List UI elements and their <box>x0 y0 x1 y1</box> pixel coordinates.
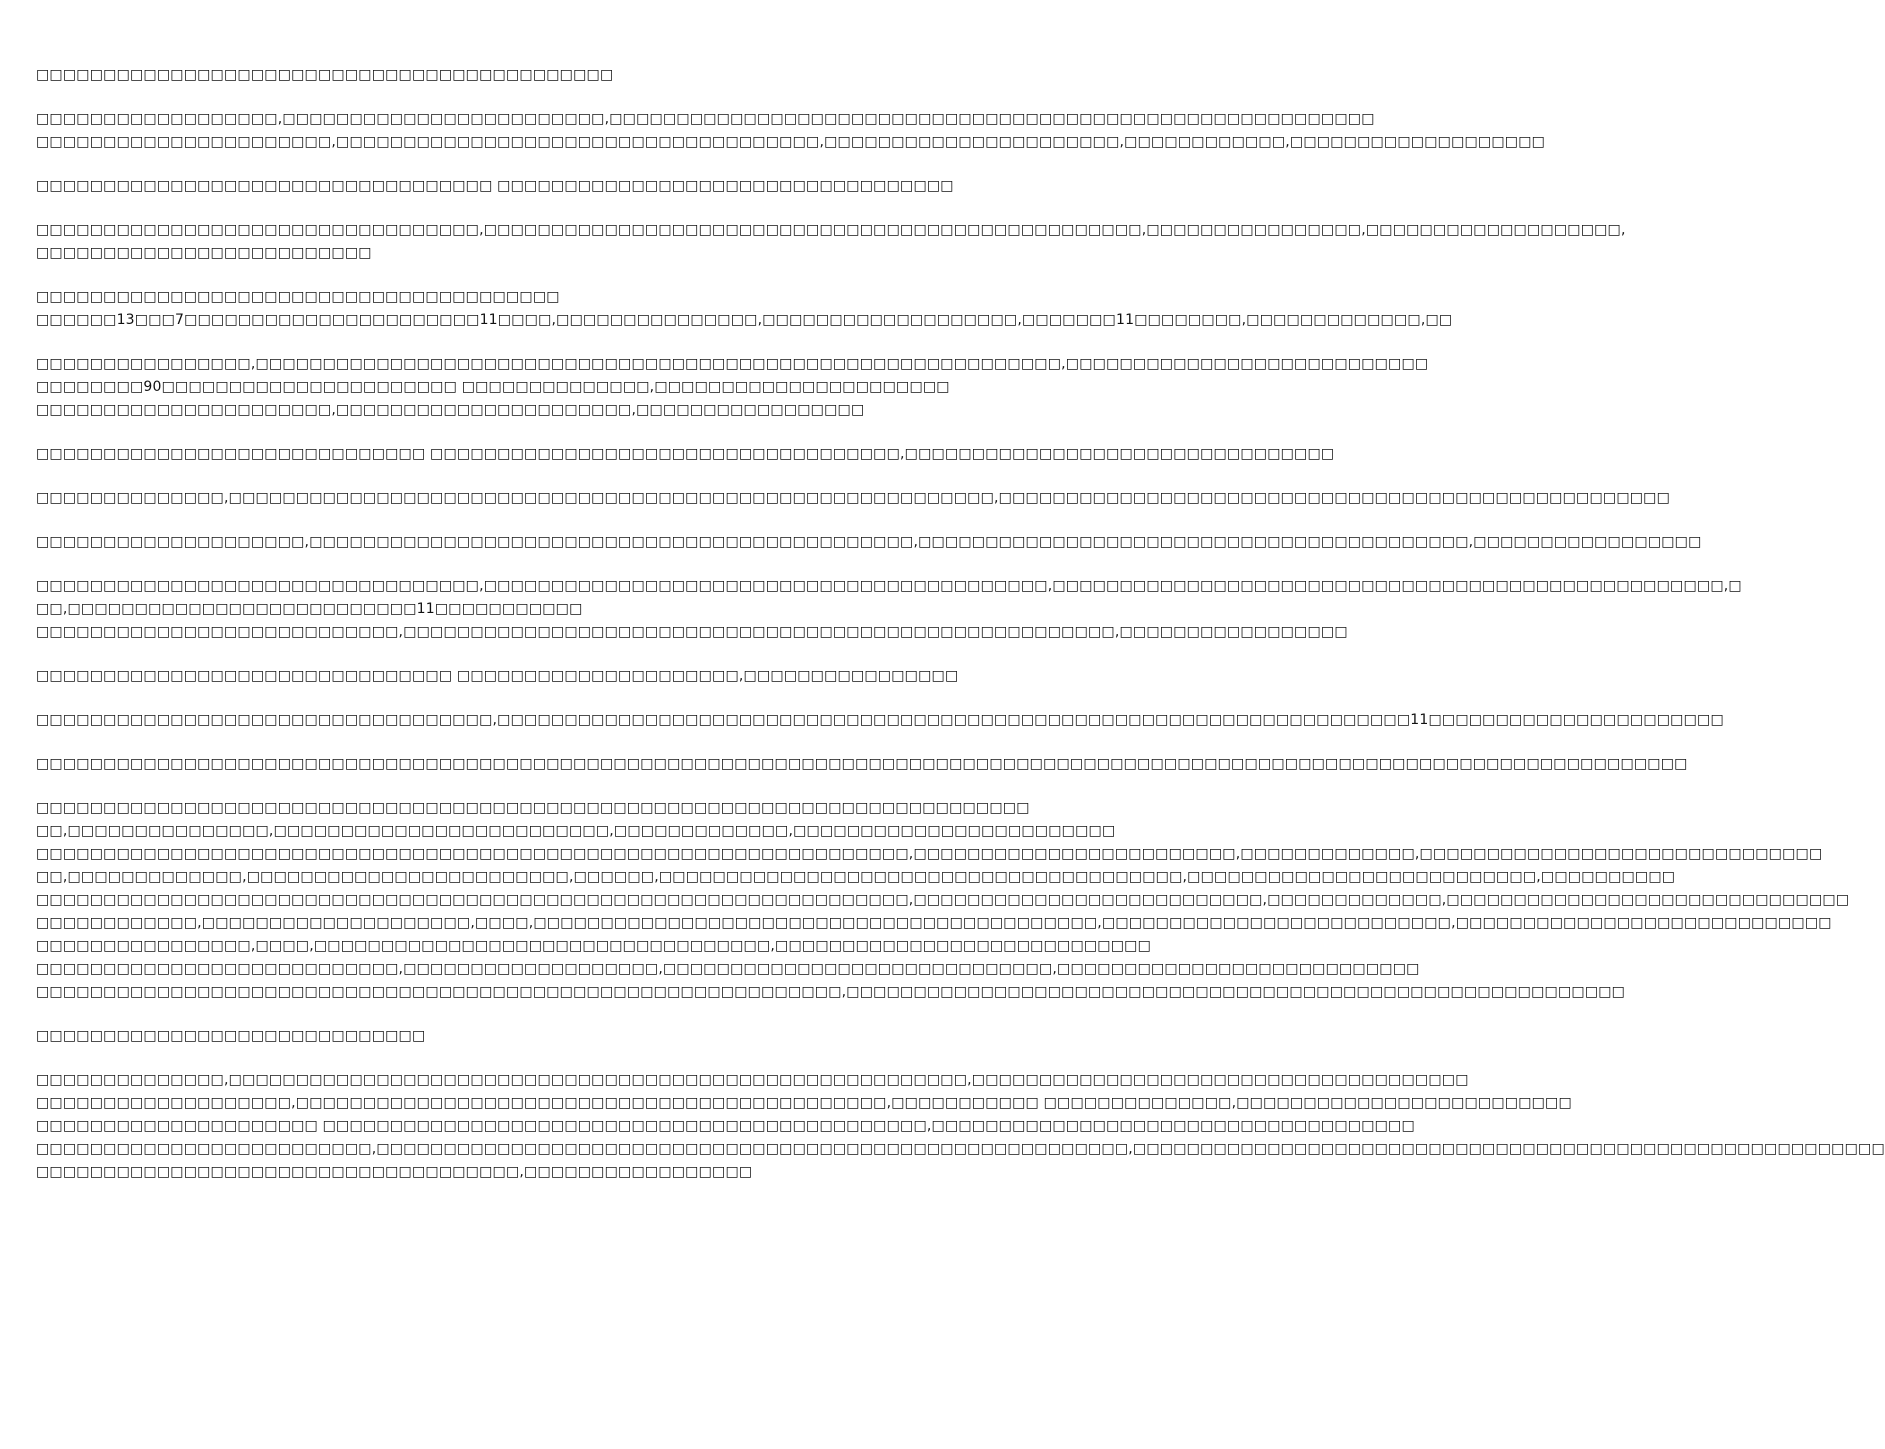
text-line: □□□□□□□□□□□□,□□□□□□□□□□□□□□□□□□□□,□□□□,□□□□□□□□□□□□□□□□□□□□□□□□□□□□□□□□□□□□□□□□□□,□□□□□□□□□□□□□□□□□□□□□□□□□□,□□□□□□□□□□□□□□□□□□□□□□□□□□□□ <box>36 915 1832 931</box>
paragraph <box>36 64 990 87</box>
text-line: □□□□□□□□□□□□□□□□□□,□□□□□□□□□□□□□□□□□□□□□□□□,□□□□□□□□□□□□□□□□□□□□□□□□□□□□□□□□□□□□□□□□□□□□□□□□□□□□□□□□□ <box>36 111 1375 127</box>
paragraph <box>36 1069 1885 1184</box>
paragraph <box>36 175 990 198</box>
text-line: □□□□□□□□□□□□□□,□□□□□□□□□□□□□□□□□□□□□□□□□□□□□□□□□□□□□□□□□□□□□□□□□□□□□□□□□,□□□□□□□□□□□□□□□□□□□□□□□□□□□□□□□□□□□□□□□□□□□□□□□□□□ <box>36 490 1671 506</box>
text-line: □□□□□□□□90□□□□□□□□□□□□□□□□□□□□□□ □□□□□□□□□□□□□□,□□□□□□□□□□□□□□□□□□□□□□ <box>36 379 950 395</box>
text-line: □□□□□□□□□□□□□□□□□□□□□□□□□□□□□□□□□□ □□□□□□□□□□□□□□□□□□□□□□□□□□□□□□□□□□ <box>36 178 954 194</box>
text-line: □□□□□□□□□□□□□□□□□□□□□□□□□□□□□ □□□□□□□□□□□□□□□□□□□□□□□□□□□□□□□□□□□,□□□□□□□□□□□□□□□□□□□□□□□□□□□□□□□□ <box>36 446 1335 462</box>
text-line: □□□□□□□□□□□□□□□□□□□□□□□□□□□□□□□□□□□□□□□□□□□□□□□□□□□□□□□□□□□□□□□□□,□□□□□□□□□□□□□□□□□□□□□□□□,□□□□□□□□□□□□□,□□□□□□□□□□□□□□□□□□□□□□□□□□□□□□ <box>36 846 1823 862</box>
text-line: □□,□□□□□□□□□□□□□□□,□□□□□□□□□□□□□□□□□□□□□□□□□,□□□□□□□□□□□□□,□□□□□□□□□□□□□□□□□□□□□□□□ <box>36 823 1116 839</box>
text-line: □□□□□□□□□□□□□□□□□□□,□□□□□□□□□□□□□□□□□□□□□□□□□□□□□□□□□□□□□□□□□□□□,□□□□□□□□□□□ □□□□□□□□□□□□□□,□□□□□□□□□□□□□□□□□□□□□□□□□ <box>36 1095 1572 1111</box>
text-line: □□□□□□□□□□□□□□□□□□□□□ □□□□□□□□□□□□□□□□□□□□□□□□□□□□□□□□□□□□□□□□□□□□□,□□□□□□□□□□□□□□□□□□□□□□□□□□□□□□□□□□□□ <box>36 1118 1415 1134</box>
paragraph <box>36 353 1429 422</box>
text-line: □□□□□□13□□□7□□□□□□□□□□□□□□□□□□□□□□11□□□□,□□□□□□□□□□□□□□□,□□□□□□□□□□□□□□□□□□□,□□□□□□□11□□□□□□□□,□□□□□□□□□□□□□,□□ <box>36 312 1453 328</box>
text-line: □□□□□□□□□□□□□□□□□□□□□□□□□,□□□□□□□□□□□□□□□□□□□□□□□□□□□□□□□□□□□□□□□□□□□□□□□□□□□□□□□□,□□□□□□□□□□□□□□□□□□□□□□□□□□□□□□□□□□□□□□□□□□□□□□□□□□□□□□□□ <box>36 1141 1885 1157</box>
text-line: □□□□□□□□□□□□□□□□□□□□□□□□□□□□□□□ □□□□□□□□□□□□□□□□□□□□□,□□□□□□□□□□□□□□□□ <box>36 668 959 684</box>
paragraph <box>36 443 1335 466</box>
text-line: □□□□□□□□□□□□□□□□□□□□□□□□□□□□□□□□□□□□□□□□□□□□□□□□□□□□□□□□□□□□□□□□□□□□□□□□□□□□□□□□□□□□□□□□□□□□□□□□□□□□□□□□□□□□□□□□□□□□□□□□□□□ <box>36 756 1688 772</box>
text-line: □□□□□□□□□□□□□□□□□□□□□□□□□□□□□□□□□□□□□□□□□□□□□□□□□□□□□□□□□□□□□□□□□□□□□□□□□□ <box>36 800 1030 816</box>
text-line: □□□□□□□□□□□□□□□□□□□□□□□□□□□□□□□□□□□□□□□□□□□□□□□□□□□□□□□□□□□□,□□□□□□□□□□□□□□□□□□□□□□□□□□□□□□□□□□□□□□□□□□□□□□□□□□□□□□□□□□ <box>36 984 1626 1000</box>
document-body <box>36 64 1885 1205</box>
text-line: □□□□□□□□□□□□□□□□,□□□□,□□□□□□□□□□□□□□□□□□□□□□□□□□□□□□□□□□,□□□□□□□□□□□□□□□□□□□□□□□□□□□□ <box>36 938 1152 954</box>
text-line: □□□□□□□□□□□□□□□□□□□□□□□□□□□□□□□□□□□□□□□□□□□□□□□□□□□□□□□□□□□□□□□□□,□□□□□□□□□□□□□□□□□□□□□□□□□□,□□□□□□□□□□□□□,□□□□□□□□□□□□□□□□□□□□□□□□□□□□□□ <box>36 892 1850 908</box>
text-line: □□□□□□□□□□□□□□□□□□□□□□□□□□□,□□□□□□□□□□□□□□□□□□□,□□□□□□□□□□□□□□□□□□□□□□□□□□□□□,□□□□□□□□□□□□□□□□□□□□□□□□□□□ <box>36 961 1420 977</box>
text-line: □□□□□□□□□□□□□□□□,□□□□□□□□□□□□□□□□□□□□□□□□□□□□□□□□□□□□□□□□□□□□□□□□□□□□□□□□□□□□,□□□□□□□□□□□□□□□□□□□□□□□□□□□ <box>36 356 1429 372</box>
text-line: □□□□□□□□□□□□□□□□□□□□□□,□□□□□□□□□□□□□□□□□□□□□□,□□□□□□□□□□□□□□□□□ <box>36 402 865 418</box>
text-line: □□□□□□□□□□□□□□□□□□□□□□□□□□□□□ <box>36 1028 426 1044</box>
paragraph <box>36 531 1702 554</box>
text-line: □□,□□□□□□□□□□□□□,□□□□□□□□□□□□□□□□□□□□□□□□,□□□□□□,□□□□□□□□□□□□□□□□□□□□□□□□□□□□□□□□□□□□□□□,□□□□□□□□□□□□□□□□□□□□□□□□□□,□□□□□□□□□□ <box>36 869 1676 885</box>
paragraph <box>36 797 1850 1004</box>
paragraph <box>36 108 1546 154</box>
paragraph <box>36 709 1724 732</box>
paragraph <box>36 487 1671 510</box>
paragraph <box>36 575 1742 644</box>
text-line: □□□□□□□□□□□□□□□□□□□□□□□□□□□,□□□□□□□□□□□□□□□□□□□□□□□□□□□□□□□□□□□□□□□□□□□□□□□□□□□□□,□□□□□□□□□□□□□□□□□ <box>36 624 1348 640</box>
text-line: □□□□□□□□□□□□□□□□□□□□□□□□□□□□□□□□□□□□□□□□□□□ <box>36 67 614 83</box>
text-line: □□□□□□□□□□□□□□□□□□□□,□□□□□□□□□□□□□□□□□□□□□□□□□□□□□□□□□□□□□□□□□□□□□,□□□□□□□□□□□□□□□□□□□□□□□□□□□□□□□□□□□□□□□□□,□□□□□□□□□□□□□□□□□ <box>36 534 1702 550</box>
text-line: □□□□□□□□□□□□□□,□□□□□□□□□□□□□□□□□□□□□□□□□□□□□□□□□□□□□□□□□□□□□□□□□□□□□□□,□□□□□□□□□□□□□□□□□□□□□□□□□□□□□□□□□□□□□ <box>36 1072 1469 1088</box>
text-line: □□□□□□□□□□□□□□□□□□□□□□□□□□□□□□□□□,□□□□□□□□□□□□□□□□□□□□□□□□□□□□□□□□□□□□□□□□□□□□□□□□□,□□□□□□□□□□□□□□□□,□□□□□□□□□□□□□□□□□□□, <box>36 222 1626 238</box>
paragraph <box>36 753 1688 776</box>
paragraph <box>36 219 1626 265</box>
text-line: □□□□□□□□□□□□□□□□□□□□□□□□□□□□□□□□□,□□□□□□□□□□□□□□□□□□□□□□□□□□□□□□□□□□□□□□□□□□,□□□□□□□□□□□□□□□□□□□□□□□□□□□□□□□□□□□□□□□□□□□□□□□□□□,□ <box>36 578 1742 594</box>
text-line: □□□□□□□□□□□□□□□□□□□□□□,□□□□□□□□□□□□□□□□□□□□□□□□□□□□□□□□□□□□,□□□□□□□□□□□□□□□□□□□□□□,□□□□□□□□□□□□,□□□□□□□□□□□□□□□□□□□ <box>36 134 1546 150</box>
text-line: □□,□□□□□□□□□□□□□□□□□□□□□□□□□□11□□□□□□□□□□□ <box>36 601 583 617</box>
text-line: □□□□□□□□□□□□□□□□□□□□□□□□□ <box>36 245 372 261</box>
text-line: □□□□□□□□□□□□□□□□□□□□□□□□□□□□□□□□□□□□□□□ <box>36 289 560 305</box>
paragraph <box>36 286 1453 332</box>
paragraph <box>36 1025 990 1048</box>
paragraph <box>36 665 990 688</box>
text-line: □□□□□□□□□□□□□□□□□□□□□□□□□□□□□□□□□□,□□□□□□□□□□□□□□□□□□□□□□□□□□□□□□□□□□□□□□□□□□□□□□□□□□□□□□□□□□□□□□□□□□□□11□□□□□□□□□□□□□□□□□□□□□□ <box>36 712 1724 728</box>
text-line: □□□□□□□□□□□□□□□□□□□□□□□□□□□□□□□□□□□□,□□□□□□□□□□□□□□□□□ <box>36 1164 753 1180</box>
